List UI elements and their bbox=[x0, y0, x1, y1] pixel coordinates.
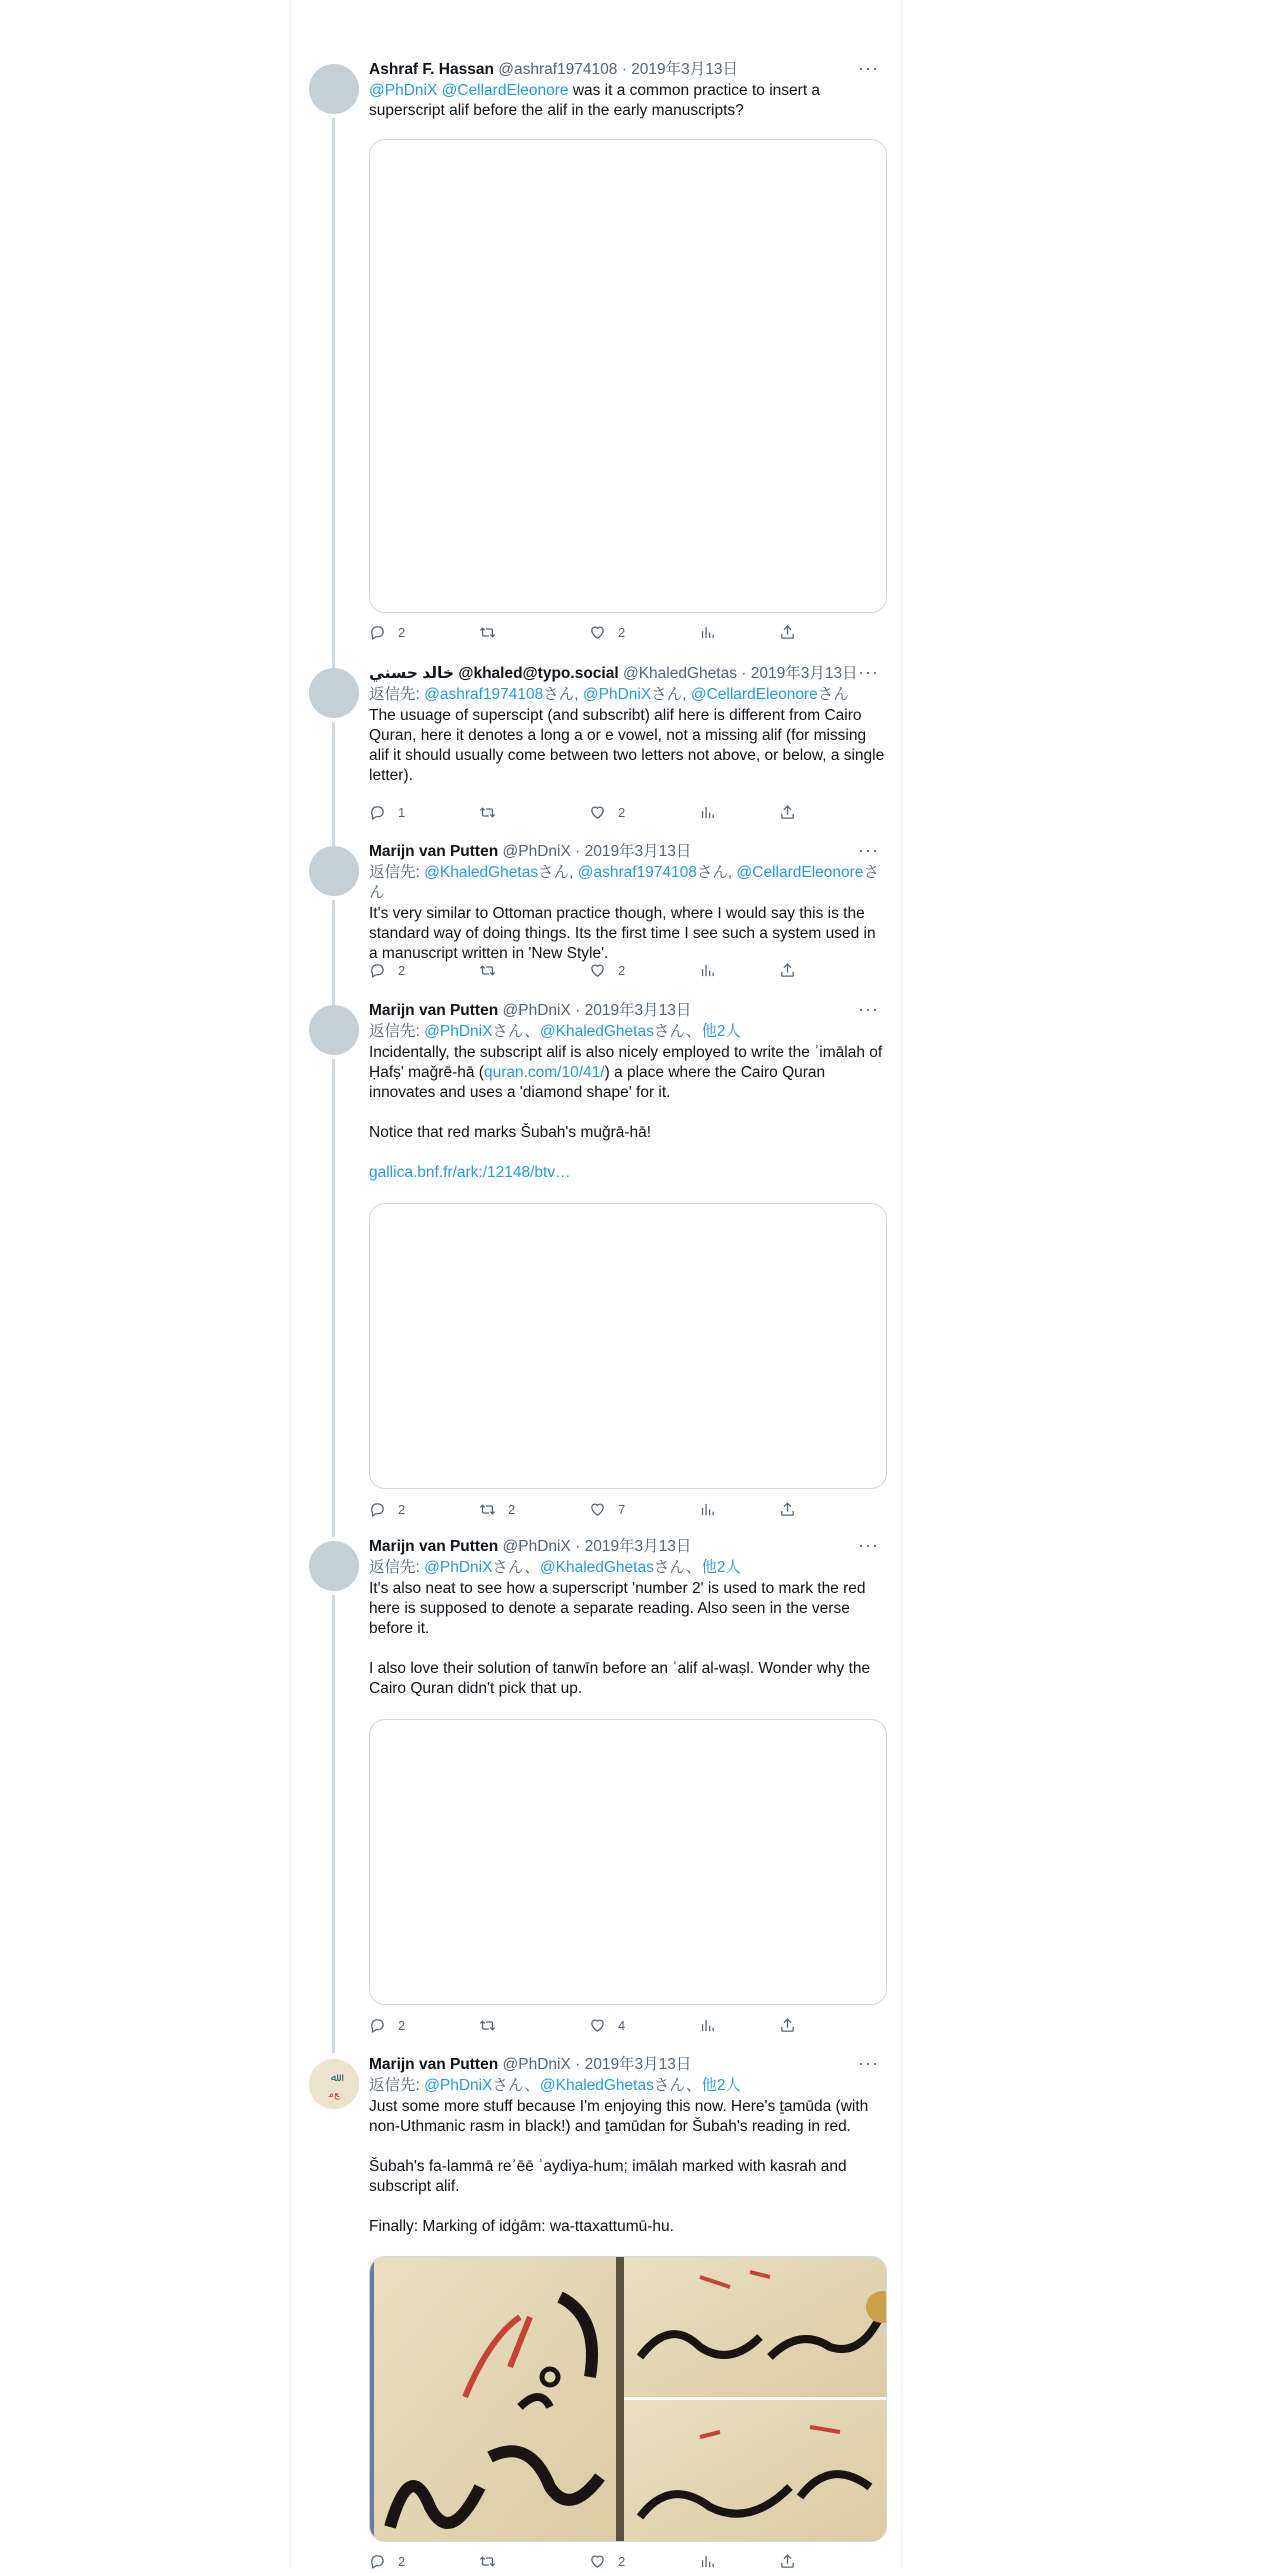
retweet-icon bbox=[479, 2017, 496, 2034]
retweet-icon bbox=[479, 2553, 496, 2570]
tweet-body bbox=[369, 2097, 887, 2237]
display-name[interactable]: Marijn van Putten bbox=[369, 2056, 499, 2073]
display-name[interactable]: Marijn van Putten bbox=[369, 843, 499, 860]
reply-button[interactable] bbox=[369, 2553, 405, 2570]
tweet-text: It's also neat to see how a superscript 'number 2' is used to mark the red here is supposed to denote a separate reading. Also seen in the verse before it. bbox=[369, 1580, 866, 1637]
retweet-button[interactable] bbox=[479, 1501, 515, 1518]
mention-link[interactable]: @CellardEleonore bbox=[736, 864, 864, 881]
tweet-media[interactable] bbox=[369, 1719, 887, 2005]
tweet-media[interactable] bbox=[369, 139, 887, 613]
like-button[interactable] bbox=[589, 1501, 625, 1518]
tweet-text: Notice that red marks Šubah's muǧrā-hā! bbox=[369, 1124, 652, 1141]
like-icon bbox=[589, 804, 606, 821]
avatar[interactable] bbox=[309, 64, 359, 114]
manuscript-images bbox=[370, 2257, 886, 2541]
like-icon bbox=[589, 2017, 606, 2034]
tweet-body bbox=[369, 1579, 887, 1699]
tweet-text: ) a place where the Cairo Quran innovates and uses a 'diamond shape' for it. bbox=[369, 1064, 826, 1101]
like-count: 4 bbox=[618, 2018, 626, 2033]
mention-link[interactable]: @ashraf1974108 bbox=[577, 864, 697, 881]
reply-count: 2 bbox=[398, 625, 406, 640]
like-button[interactable] bbox=[589, 2017, 625, 2034]
reply-button[interactable] bbox=[369, 804, 405, 821]
retweet-button[interactable] bbox=[479, 624, 508, 641]
retweet-icon bbox=[479, 624, 496, 641]
like-button[interactable] bbox=[589, 2553, 625, 2570]
share-icon bbox=[779, 1501, 796, 1518]
display-name[interactable] bbox=[369, 665, 619, 682]
mention-link[interactable]: @KhaledGhetas bbox=[424, 864, 539, 881]
reply-button[interactable] bbox=[369, 2017, 405, 2034]
reply-prefix: 返信先: bbox=[369, 686, 420, 703]
retweet-button[interactable] bbox=[479, 2553, 508, 2570]
tweet-text: Just some more stuff because I'm enjoying this now. Here's ṯamūda (with non-Uthmanic rasm in black!) and ṯamūdan for Šubah's reading in red. bbox=[369, 2098, 869, 2135]
reply-prefix: 返信先: bbox=[369, 2077, 420, 2094]
mention-link[interactable]: @KhaledGhetas bbox=[539, 1559, 654, 1576]
display-name[interactable]: Ashraf F. Hassan bbox=[369, 61, 494, 78]
handle[interactable]: @PhDniX bbox=[502, 1538, 571, 1555]
display-name[interactable]: Marijn van Putten bbox=[369, 1538, 499, 1555]
honorific: さん bbox=[492, 1023, 525, 1040]
like-icon bbox=[589, 624, 606, 641]
thread-line bbox=[332, 1595, 335, 2053]
mention-link[interactable]: @ashraf1974108 bbox=[424, 686, 544, 703]
views-button[interactable] bbox=[699, 1501, 716, 1518]
reply-prefix: 返信先: bbox=[369, 1023, 420, 1040]
share-button[interactable] bbox=[779, 1501, 796, 1518]
tweet-actions bbox=[369, 1501, 809, 1521]
display-name[interactable]: Marijn van Putten bbox=[369, 1002, 499, 1019]
retweet-button[interactable] bbox=[479, 2017, 508, 2034]
like-count: 2 bbox=[618, 2554, 626, 2569]
reply-icon bbox=[369, 804, 386, 821]
handle[interactable]: @PhDniX bbox=[502, 843, 571, 860]
timestamp[interactable]: · 2019年3月13日 bbox=[741, 665, 858, 682]
share-icon bbox=[779, 2553, 796, 2570]
honorific: さん bbox=[492, 2077, 525, 2094]
like-icon bbox=[589, 962, 606, 979]
tweet-actions bbox=[369, 804, 809, 824]
retweet-icon bbox=[479, 1501, 496, 1518]
share-button[interactable] bbox=[779, 962, 796, 979]
share-icon bbox=[779, 804, 796, 821]
share-button[interactable] bbox=[779, 804, 796, 821]
more-icon[interactable]: ··· bbox=[858, 840, 879, 860]
svg-text:ﷲ: ﷲ bbox=[330, 2071, 338, 2084]
honorific: さん bbox=[653, 2077, 686, 2094]
retweet-button[interactable] bbox=[479, 962, 508, 979]
timestamp[interactable]: · 2019年3月13日 bbox=[575, 2056, 692, 2073]
tweet-text: was it a common practice to insert a superscript alif before the alif in the early manuscripts? bbox=[369, 82, 821, 119]
handle[interactable]: @PhDniX bbox=[502, 2056, 571, 2073]
like-count: 2 bbox=[618, 805, 626, 820]
reply-icon bbox=[369, 624, 386, 641]
honorific: さん bbox=[653, 1023, 686, 1040]
handle[interactable]: @PhDniX bbox=[502, 1002, 571, 1019]
reply-to-line: 返信先: @PhDniXさん、@KhaledGhetasさん、他2人 bbox=[369, 1023, 741, 1040]
url-link[interactable]: gallica.bnf.fr/ark:/12148/btv… bbox=[369, 1164, 571, 1181]
others-link[interactable]: 他2人 bbox=[701, 1023, 741, 1040]
tweet-text: The usuage of superscipt (and subscribt) alif here is different from Cairo Quran, here it denotes a long a or e vowel, not a missing alif (for missing alif it should usually come between two letters not above, or below, a single letter). bbox=[369, 707, 885, 784]
tweet-actions bbox=[369, 2017, 809, 2037]
more-icon[interactable]: ··· bbox=[858, 58, 879, 78]
reply-icon bbox=[369, 2553, 386, 2570]
others-link[interactable]: 他2人 bbox=[701, 2077, 741, 2094]
honorific: さん bbox=[369, 864, 879, 901]
tweet-text: I also love their solution of tanwīn before an ʾalif al-waṣl. Wonder why the Cairo Quran didn't pick that up. bbox=[369, 1660, 871, 1697]
views-icon bbox=[699, 962, 716, 979]
tweet-media[interactable] bbox=[369, 1203, 887, 1489]
share-icon bbox=[779, 962, 796, 979]
tweet-text: It's very similar to Ottoman practice though, where I would say this is the standard way of doing things. Its the first time I see such a system used in a manuscript written in 'New Style'. bbox=[369, 905, 876, 962]
honorific: さん bbox=[817, 686, 849, 703]
more-icon[interactable]: ··· bbox=[858, 662, 879, 682]
retweet-icon bbox=[479, 804, 496, 821]
reply-icon bbox=[369, 962, 386, 979]
views-icon bbox=[699, 2017, 716, 2034]
honorific: さん bbox=[653, 1559, 686, 1576]
timestamp[interactable]: · 2019年3月13日 bbox=[621, 61, 739, 78]
reply-to-line: 返信先: @PhDniXさん、@KhaledGhetasさん、他2人 bbox=[369, 2077, 741, 2094]
mention-link[interactable]: @PhDniX bbox=[424, 2077, 493, 2094]
tweet-text: Finally: Marking of idġām: wa-ttaxattumū-hu. bbox=[369, 2218, 674, 2235]
reply-count: 2 bbox=[398, 2554, 406, 2569]
thread-line bbox=[332, 118, 335, 714]
reply-to-line: 返信先: @KhaledGhetasさん, @ashraf1974108さん, @CellardEleonoreさん bbox=[369, 864, 879, 901]
more-icon[interactable]: ··· bbox=[858, 1535, 879, 1555]
reply-to-line: 返信先: @PhDniXさん、@KhaledGhetasさん、他2人 bbox=[369, 1559, 741, 1576]
display-name-arabic: خالد حسني bbox=[369, 665, 455, 682]
timeline-column bbox=[290, 0, 902, 2568]
avatar[interactable] bbox=[309, 2059, 359, 2109]
svg-text:ﻊﻣ: ﻊﻣ bbox=[328, 2089, 340, 2100]
reply-icon bbox=[369, 1501, 386, 1518]
share-button[interactable] bbox=[779, 2017, 796, 2034]
others-link[interactable]: 他2人 bbox=[701, 1559, 741, 1576]
tweet-body bbox=[369, 1043, 887, 1183]
like-icon bbox=[589, 2553, 606, 2570]
avatar[interactable] bbox=[309, 846, 359, 896]
views-icon bbox=[699, 804, 716, 821]
mention-link[interactable]: @KhaledGhetas bbox=[539, 1023, 654, 1040]
reply-to-line: 返信先: @ashraf1974108さん, @PhDniXさん, @CellardEleonoreさん bbox=[369, 686, 849, 703]
more-icon[interactable]: ··· bbox=[858, 999, 879, 1019]
like-button[interactable] bbox=[589, 624, 625, 641]
share-icon bbox=[779, 624, 796, 641]
honorific: さん bbox=[538, 864, 570, 881]
reply-prefix: 返信先: bbox=[369, 864, 420, 881]
reply-button[interactable] bbox=[369, 962, 405, 979]
retweet-count: 2 bbox=[508, 1502, 516, 1517]
timestamp[interactable]: · 2019年3月13日 bbox=[575, 1002, 692, 1019]
mention-link[interactable]: @PhDniX bbox=[582, 686, 652, 703]
views-button[interactable] bbox=[699, 804, 716, 821]
share-icon bbox=[779, 2017, 796, 2034]
retweet-button[interactable] bbox=[479, 804, 508, 821]
retweet-icon bbox=[479, 962, 496, 979]
mention-link[interactable]: @PhDniX bbox=[369, 82, 438, 99]
thread-line bbox=[332, 1059, 335, 1537]
tweet-actions bbox=[369, 624, 809, 644]
more-icon[interactable]: ··· bbox=[858, 2053, 879, 2073]
views-icon bbox=[699, 2553, 716, 2570]
like-count: 2 bbox=[618, 625, 626, 640]
tweet-actions bbox=[369, 962, 809, 982]
like-button[interactable] bbox=[589, 804, 625, 821]
mention-link[interactable]: @CellardEleonore bbox=[441, 82, 569, 99]
share-button[interactable] bbox=[779, 624, 796, 641]
timestamp[interactable]: · 2019年3月13日 bbox=[575, 1538, 692, 1555]
share-button[interactable] bbox=[779, 2553, 796, 2570]
tweet-text: Šubah's fa-lammā reʾēē ʾaydiya-hum; imālah marked with kasrah and subscript alif. bbox=[369, 2158, 847, 2195]
views-icon bbox=[699, 624, 716, 641]
handle[interactable]: @ashraf1974108 bbox=[498, 61, 618, 78]
like-count: 7 bbox=[618, 1502, 626, 1517]
mention-link[interactable]: @CellardEleonore bbox=[690, 686, 818, 703]
reply-button[interactable] bbox=[369, 1501, 405, 1518]
thread-line bbox=[332, 900, 335, 1006]
reply-prefix: 返信先: bbox=[369, 1559, 420, 1576]
reply-count: 2 bbox=[398, 963, 406, 978]
mention-link[interactable]: @PhDniX bbox=[424, 1559, 493, 1576]
reply-count: 1 bbox=[398, 805, 406, 820]
mention-link[interactable]: @PhDniX bbox=[424, 1023, 493, 1040]
avatar[interactable] bbox=[309, 668, 359, 718]
reply-icon bbox=[369, 2017, 386, 2034]
views-button[interactable] bbox=[699, 2553, 716, 2570]
views-button[interactable] bbox=[699, 2017, 716, 2034]
honorific: さん bbox=[651, 686, 683, 703]
avatar-image bbox=[309, 2059, 359, 2109]
tweet-actions bbox=[369, 2553, 809, 2573]
tweet-text: Incidentally, the subscript alif is also nicely employed to write the ʾimālah of Ḥafṣ' maǧrē-hā ( bbox=[369, 1044, 883, 1081]
avatar[interactable] bbox=[309, 1005, 359, 1055]
tweet-media-grid[interactable] bbox=[369, 2256, 887, 2542]
honorific: さん bbox=[492, 1559, 525, 1576]
avatar[interactable] bbox=[309, 1541, 359, 1591]
like-count: 2 bbox=[618, 963, 626, 978]
reply-count: 2 bbox=[398, 2018, 406, 2033]
views-button[interactable] bbox=[699, 624, 716, 641]
timestamp[interactable]: · 2019年3月13日 bbox=[575, 843, 692, 860]
display-name-handle: @khaled@typo.social bbox=[458, 665, 619, 682]
like-icon bbox=[589, 1501, 606, 1518]
inline-link[interactable]: quran.com/10/41/ bbox=[483, 1064, 605, 1081]
views-button[interactable] bbox=[699, 962, 716, 979]
reply-button[interactable] bbox=[369, 624, 405, 641]
thread-line bbox=[332, 722, 335, 848]
honorific: さん bbox=[543, 686, 575, 703]
views-icon bbox=[699, 1501, 716, 1518]
handle[interactable]: @KhaledGhetas bbox=[622, 665, 737, 682]
mention-link[interactable]: @KhaledGhetas bbox=[539, 2077, 654, 2094]
reply-count: 2 bbox=[398, 1502, 406, 1517]
honorific: さん bbox=[696, 864, 728, 881]
like-button[interactable] bbox=[589, 962, 625, 979]
